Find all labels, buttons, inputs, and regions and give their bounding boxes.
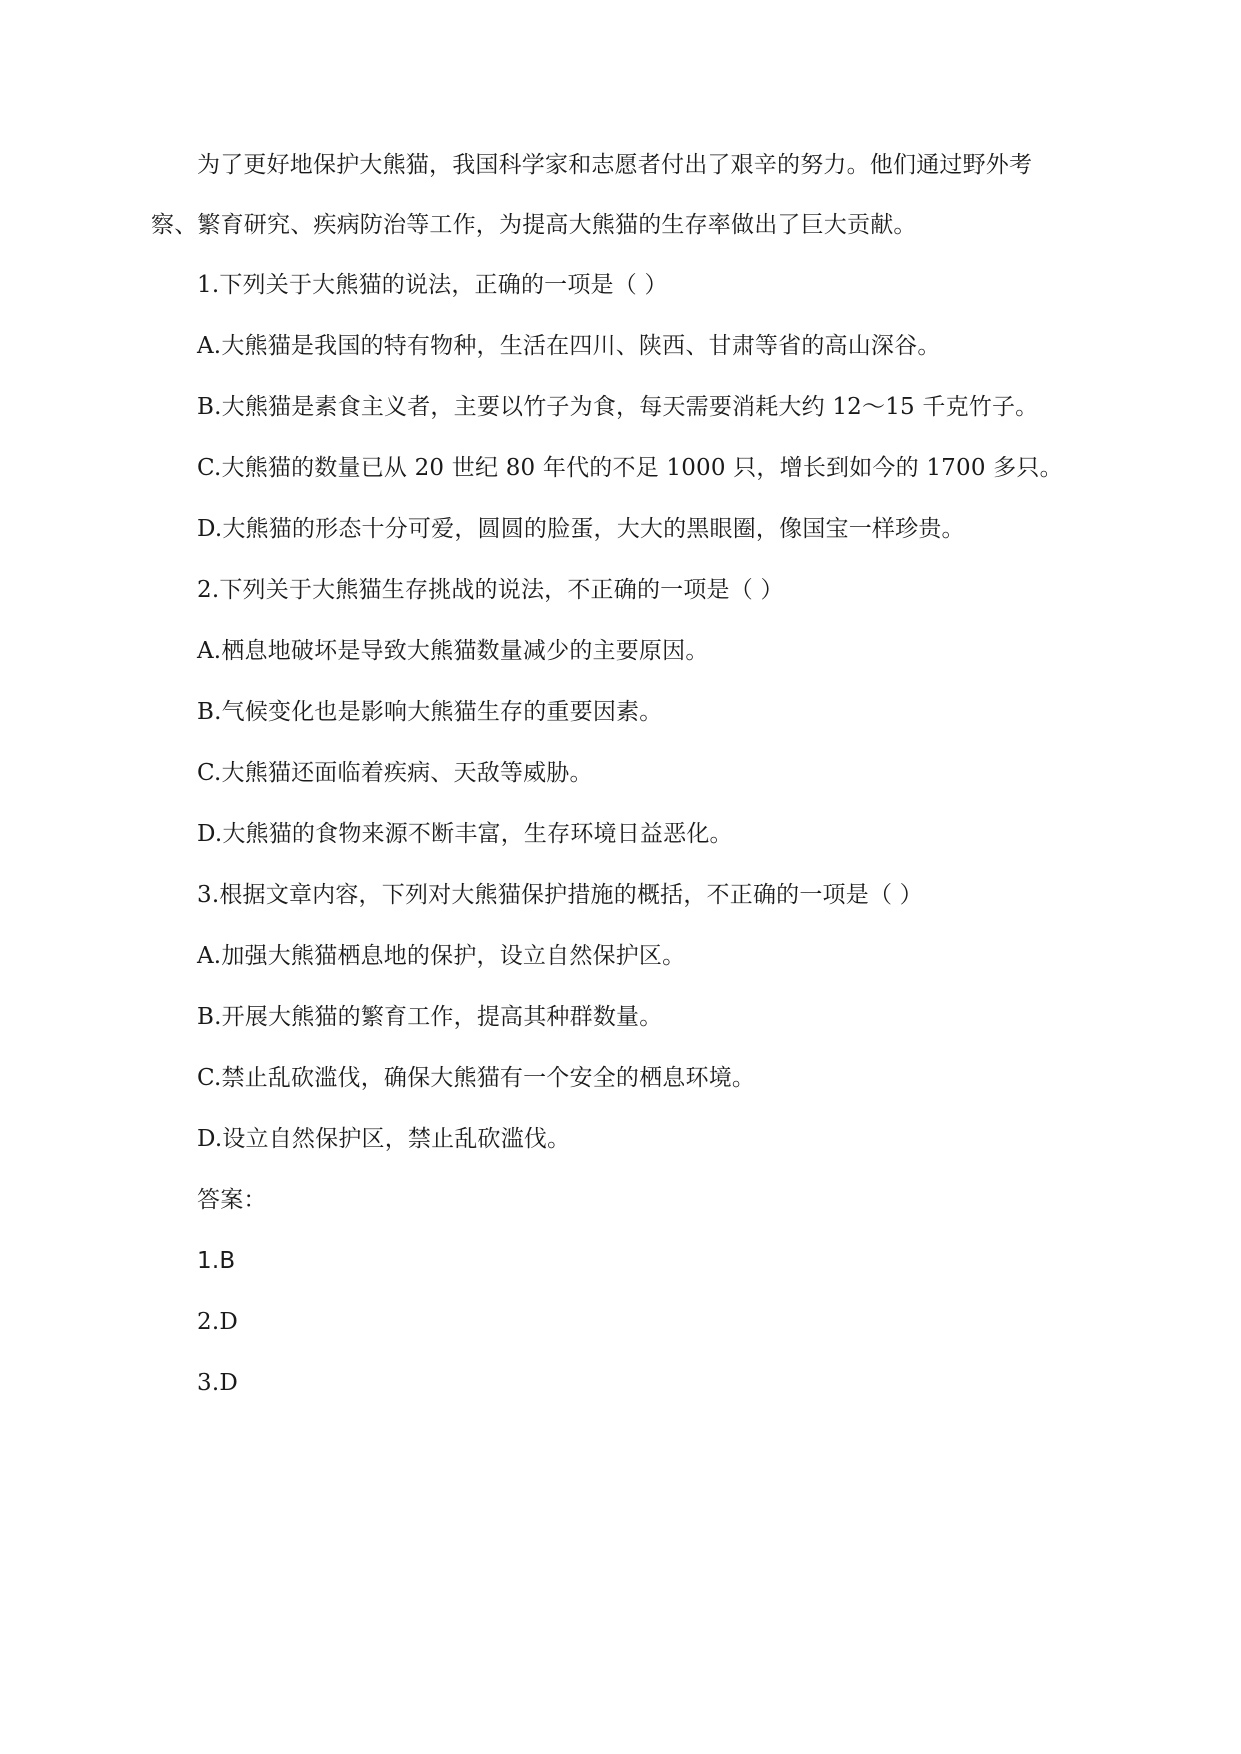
question-1-option-d: D.大熊猫的形态十分可爱，圆圆的脸蛋，大大的黑眼圈，像国宝一样珍贵。	[197, 516, 965, 542]
intro-paragraph-line-1: 为了更好地保护大熊猫，我国科学家和志愿者付出了艰辛的努力。他们通过野外考	[197, 152, 1033, 178]
question-3-option-c: C.禁止乱砍滥伐，确保大熊猫有一个安全的栖息环境。	[197, 1065, 756, 1091]
question-2-option-d: D.大熊猫的食物来源不断丰富，生存环境日益恶化。	[197, 821, 733, 847]
question-1-option-a: A.大熊猫是我国的特有物种，生活在四川、陕西、甘肃等省的高山深谷。	[197, 333, 941, 359]
question-2-stem: 2.下列关于大熊猫生存挑战的说法，不正确的一项是（ ）	[197, 577, 784, 603]
answer-3: 3.D	[197, 1370, 238, 1396]
question-1-stem: 1.下列关于大熊猫的说法，正确的一项是（ ）	[197, 272, 668, 298]
intro-paragraph-line-2: 察、繁育研究、疾病防治等工作，为提高大熊猫的生存率做出了巨大贡献。	[151, 212, 917, 238]
question-3-option-b: B.开展大熊猫的繁育工作，提高其种群数量。	[197, 1004, 663, 1030]
question-3-option-d: D.设立自然保护区，禁止乱砍滥伐。	[197, 1126, 571, 1152]
question-3-option-a: A.加强大熊猫栖息地的保护，设立自然保护区。	[197, 943, 686, 969]
question-1-option-b: B.大熊猫是素食主义者，主要以竹子为食，每天需要消耗大约 12～15 千克竹子。	[197, 394, 1039, 420]
question-2-option-b: B.气候变化也是影响大熊猫生存的重要因素。	[197, 699, 663, 725]
answers-heading: 答案：	[197, 1187, 267, 1213]
question-2-option-c: C.大熊猫还面临着疾病、天敌等威胁。	[197, 760, 593, 786]
answer-2: 2.D	[197, 1309, 238, 1335]
question-3-stem: 3.根据文章内容，下列对大熊猫保护措施的概括，不正确的一项是（ ）	[197, 882, 923, 908]
answer-1: 1.B	[197, 1248, 236, 1274]
question-2-option-a: A.栖息地破坏是导致大熊猫数量减少的主要原因。	[197, 638, 709, 664]
question-1-option-c: C.大熊猫的数量已从 20 世纪 80 年代的不足 1000 只，增长到如今的 1700 多只。	[197, 455, 1063, 481]
